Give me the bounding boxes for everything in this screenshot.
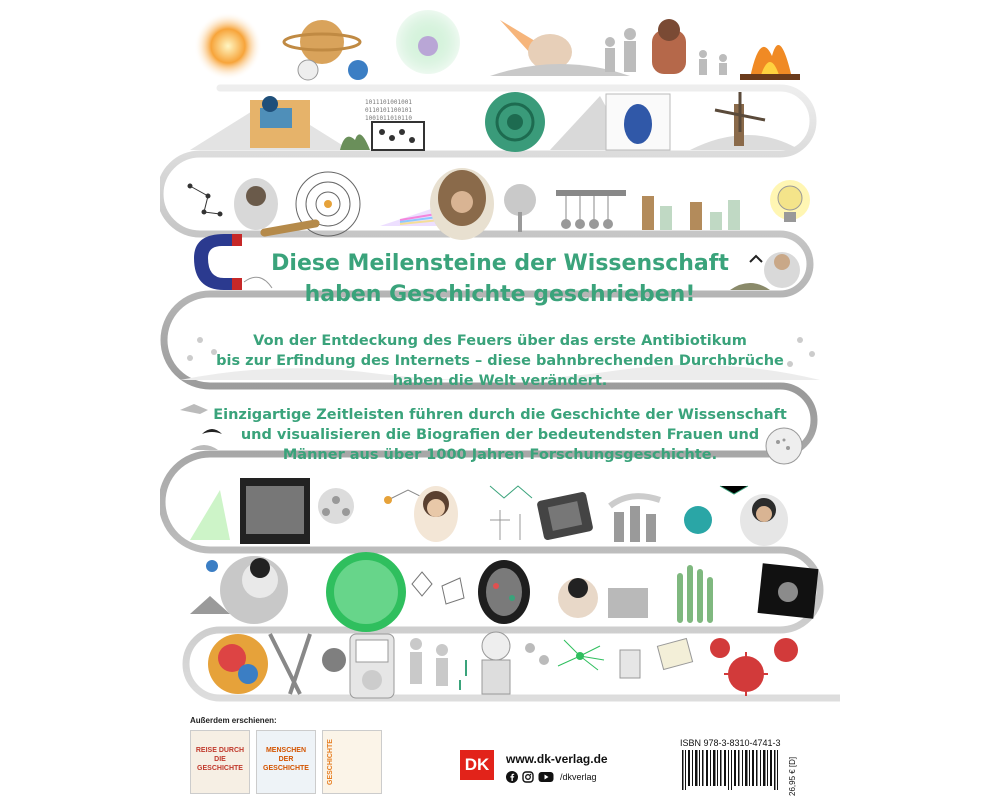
price-text: 26,95 € [D] <box>788 756 797 796</box>
website-link[interactable]: www.dk-verlag.de <box>506 752 608 766</box>
row-space-medicine <box>190 552 818 632</box>
social-links <box>506 770 597 784</box>
youtube-icon[interactable] <box>538 771 554 783</box>
book-thumbnail-geschichte[interactable] <box>322 730 382 794</box>
barcode <box>680 750 785 794</box>
svg-text:1001011010110: 1001011010110 <box>365 115 412 122</box>
headline-line-2: haben Geschichte geschrieben! <box>304 282 696 307</box>
book-thumbnail-reise[interactable] <box>190 730 250 794</box>
headline-line-1: Diese Meilensteine der Wissenschaft <box>271 251 729 276</box>
book-thumbnail-menschen[interactable] <box>256 730 316 794</box>
description-line-1: Einzigartige Zeitleisten führen durch die Geschichte der Wissenschaft <box>213 407 787 423</box>
isbn-text: ISBN 978-3-8310-4741-3 <box>680 738 781 748</box>
book-title-line: MENSCHEN <box>265 747 307 754</box>
description-line-2: und visualisieren die Biografien der bedeutendsten Frauen und <box>240 427 760 443</box>
row-antiquity <box>190 92 800 152</box>
row-digital-age <box>208 632 798 698</box>
svg-text:1011101001001: 1011101001001 <box>365 99 412 106</box>
price-text-wrapper <box>788 752 800 796</box>
book-title-line: REISE DURCH <box>195 747 245 754</box>
book-back-cover <box>160 0 840 800</box>
book-title-line: GESCHICHTE <box>327 739 334 785</box>
row-modern-science <box>190 478 788 546</box>
row-scientific-revolution <box>188 168 810 240</box>
intro-line-3: haben die Welt verändert. <box>392 373 608 389</box>
book-title-line: DIE <box>214 756 226 763</box>
intro-line-1: Von der Entdeckung des Feuers über das erste Antibiotikum <box>253 333 747 349</box>
book-title-line: DER <box>278 756 294 763</box>
book-title-line: GESCHICHTE <box>263 765 309 772</box>
description-line-3: Männer aus über 1000 Jahren Forschungsgeschichte. <box>282 447 718 463</box>
book-title-line: GESCHICHTE <box>197 765 243 772</box>
cover-footer <box>160 708 840 800</box>
instagram-icon[interactable] <box>522 771 534 783</box>
also-published-label: Außerdem erschienen: <box>190 716 277 725</box>
svg-text:0110101100101: 0110101100101 <box>365 107 412 114</box>
facebook-icon[interactable] <box>506 771 518 783</box>
intro-line-2: bis zur Erfindung des Internets – diese bahnbrechenden Durchbrüche <box>216 353 784 369</box>
dk-logo: DK <box>460 750 494 780</box>
social-handle: /dkverlag <box>560 772 597 782</box>
row-prehistory <box>194 10 800 80</box>
